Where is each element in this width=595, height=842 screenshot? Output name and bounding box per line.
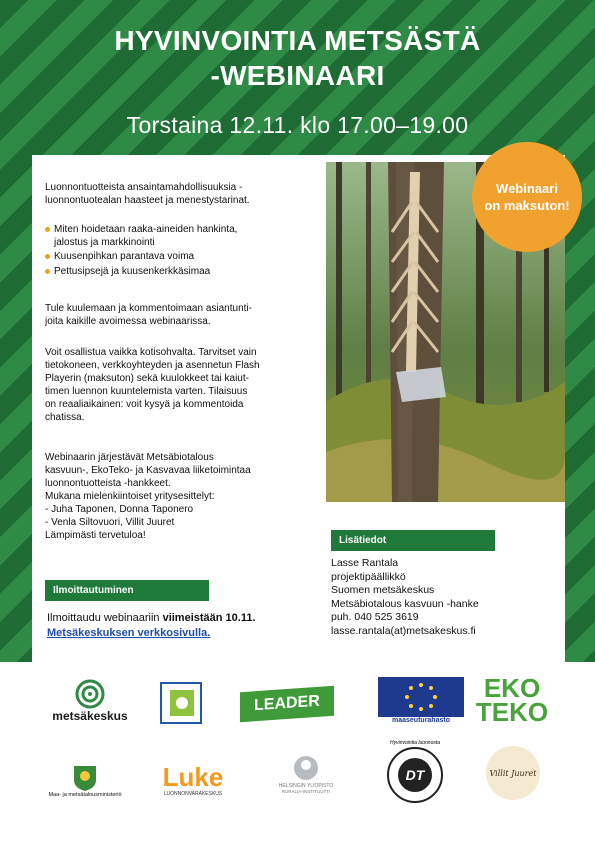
dt-logo: DT Hyvinvointia luonnosta xyxy=(382,745,448,805)
list-item: Miten hoidetaan raaka-aineiden hankinta, jalostus ja markkinointi xyxy=(45,223,315,249)
contact-heading: Lisätiedot xyxy=(331,530,495,551)
title-line2: -WEBINAARI xyxy=(210,60,385,91)
leader-logo: LEADER xyxy=(238,688,336,720)
event-date: Torstaina 12.11. klo 17.00–19.00 xyxy=(126,112,469,138)
topic-list xyxy=(45,223,315,278)
contact-info: Lasse Rantala projektipäällikkö Suomen metsäkeskus Metsäbiotalous kasvuun -hanke puh. 040 525 3619 lasse.rantala(at)metsakeskus.fi xyxy=(331,557,479,637)
ekoteko-logo: EKO TEKO xyxy=(475,673,549,727)
luke-logo: Luke LUONNONVARAKESKUS xyxy=(162,761,224,797)
paragraph-3: Webinaarin järjestävät Metsäbiotalous kasvuun-, EkoTeko- ja Kasvavaa liiketoimintaa luonnontuotteista -hankkeet. Mukana mielenkiintoiset yritysesittelyt: - Juha Taponen, Donna Taponero - Venla Siltovuori, Villit Juuret Lämpimästi tervetuloa! xyxy=(45,452,251,541)
lion-crest-icon xyxy=(70,762,100,792)
leader-frame-logo xyxy=(160,682,202,724)
eu-flag-icon xyxy=(378,677,464,717)
paragraph-1: Tule kuulemaan ja kommentoimaan asiantunti- joita kaikille avoimessa webinaarissa. xyxy=(45,303,252,327)
registration-heading: Ilmoittautuminen xyxy=(45,580,209,601)
villit-juuret-logo: Villit Juuret xyxy=(484,744,542,802)
eu-logo: maaseuturahasto xyxy=(378,675,464,725)
registration-text: Ilmoittaudu webinaariin viimeistään 10.11. Metsäkeskuksen verkkosivulla. xyxy=(47,612,256,639)
university-emblem-icon xyxy=(291,753,321,783)
metsakeskus-logo: metsäkeskus xyxy=(40,678,140,723)
registration-link[interactable]: Metsäkeskuksen verkkosivulla. xyxy=(47,627,211,639)
title-line1: HYVINVOINTIA METSÄSTÄ xyxy=(114,25,481,56)
ministry-logo: Maa- ja metsätalousministeriö xyxy=(40,752,130,807)
metsakeskus-icon xyxy=(75,679,105,709)
paragraph-2: Voit osallistua vaikka kotisohvalta. Tarvitset vain tietokoneen, verkkoyhteyden ja asennetun Flash Playerin (maksuton) sekä kuulokkeet tai kaiut- timen luennon kuuntelemista varten. Tilaisuus on reaaliaikainen: voit kysyä ja kommentoida chatissa. xyxy=(45,347,260,423)
list-item: Pettusipsejä ja kuusenkerkkäsimaa xyxy=(45,265,315,278)
list-item: Kuusenpihkan parantava voima xyxy=(45,250,315,263)
intro-text: Luonnontuotteista ansaintamahdollisuuksia - luonnontuotealan haasteet ja menestystarinat. xyxy=(45,182,250,206)
free-webinar-badge: Webinaari on maksuton! xyxy=(472,142,582,252)
helsinki-logo: HELSINGIN YLIOPISTO RURALIA-INSTITUUTTI xyxy=(272,742,340,804)
